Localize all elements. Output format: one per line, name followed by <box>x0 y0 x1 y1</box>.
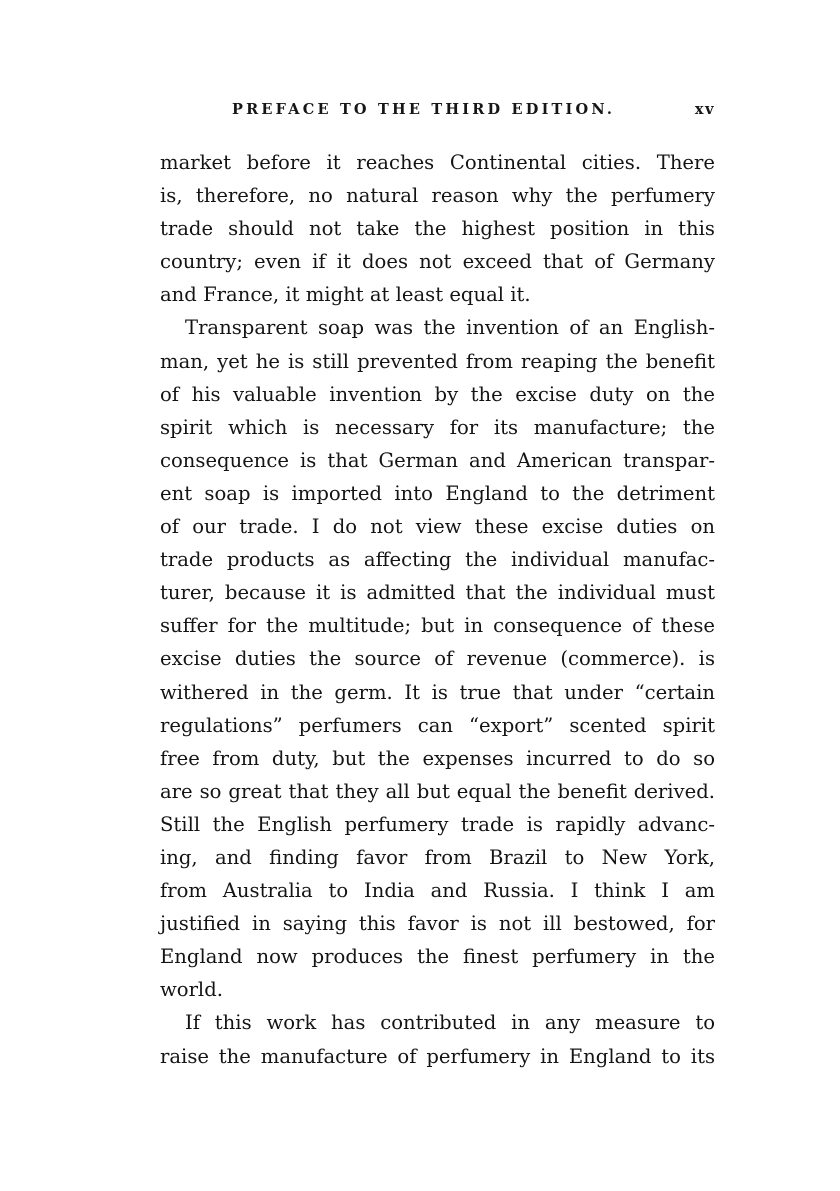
text-line: market before it reaches Continental cities. There <box>160 151 715 174</box>
text-line: world. <box>160 978 223 1002</box>
text-line: from Australia to India and Russia. I think I am <box>160 879 715 903</box>
text-line: ent soap is imported into England to the detriment <box>160 481 715 505</box>
text-line: country; even if it does not exceed that of Germany <box>160 250 715 274</box>
body-text <box>160 146 715 1073</box>
text-line: trade products as affecting the individual manufac- <box>160 548 715 572</box>
text-line: free from duty, but the expenses incurred to do so <box>160 746 715 770</box>
text-line: ing, and finding favor from Brazil to New York, <box>160 845 715 869</box>
text-line: If this work has contributed in any measure to <box>185 1011 715 1035</box>
text-line: regulations” perfumers can “export” scented spirit <box>160 713 715 737</box>
text-line: Transparent soap was the invention of an English- <box>185 316 715 340</box>
text-line: are so great that they all but equal the benefit derived. <box>160 779 715 803</box>
text-line: excise duties the source of revenue (commerce). is <box>160 647 715 671</box>
text-line: England now produces the finest perfumery in the <box>160 945 715 969</box>
text-line: consequence is that German and American transpar- <box>160 448 715 472</box>
text-line: of our trade. I do not view these excise duties on <box>160 515 715 539</box>
text-line: raise the manufacture of perfumery in England to its <box>160 1044 715 1068</box>
text-line: turer, because it is admitted that the individual must <box>160 581 715 605</box>
text-line: and France, it might at least equal it. <box>160 283 531 307</box>
text-line: spirit which is necessary for its manufacture; the <box>160 415 715 439</box>
text-line: is, therefore, no natural reason why the perfumery <box>160 184 715 208</box>
text-line: justified in saying this favor is not ill bestowed, for <box>160 912 715 936</box>
page-number: xv <box>694 101 715 118</box>
text-line: man, yet he is still prevented from reaping the benefit <box>160 349 715 373</box>
text-line: trade should not take the highest position in this <box>160 217 715 241</box>
text-line: of his valuable invention by the excise duty on the <box>160 382 715 406</box>
running-head <box>160 97 715 123</box>
running-title: PREFACE TO THE THIRD EDITION. <box>232 101 616 118</box>
text-line: suffer for the multitude; but in consequence of these <box>160 614 715 638</box>
text-line: Still the English perfumery trade is rapidly advanc- <box>160 812 715 836</box>
text-line: withered in the germ. It is true that under “certain <box>160 680 715 704</box>
